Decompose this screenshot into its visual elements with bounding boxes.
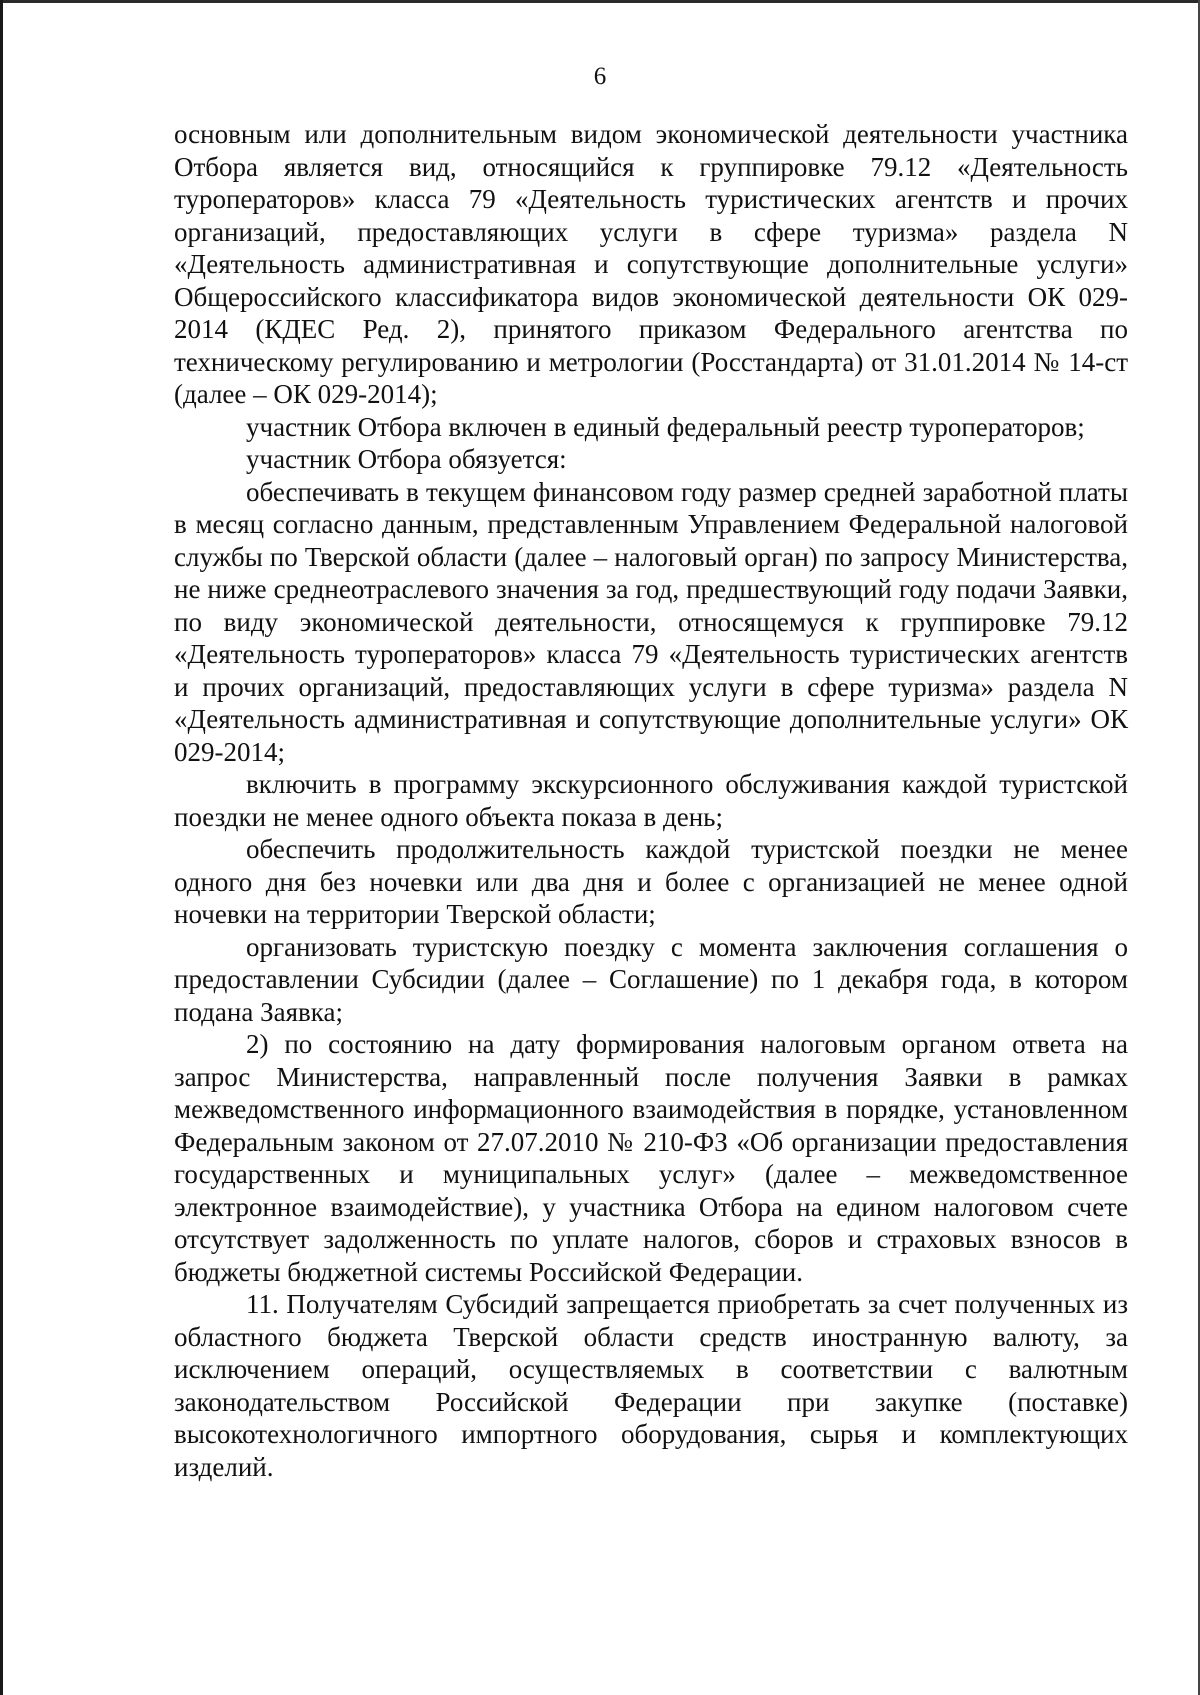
paragraph-obligations-heading: участник Отбора обязуется: <box>246 444 567 474</box>
paragraph-activity-type: основным или дополнительным видом экономической деятельности участника Отбора является вид, относящийся к группировке 79.12 «Деятельность туроператоров» класса 79 «Деятельность туристических агентств и прочих организаций, предоставляющих услуги в сфере туризма» раздела N «Деятельность административная и сопутствующие дополнительные услуги» Общероссийского классификатора видов экономической деятельности ОК 029-2014 (КДЕС Ред. 2), принятого приказом Федерального агентства по техническому регулированию и метрологии (Росстандарта) от 31.01.2014 № 14-ст (далее – ОК 029-2014); <box>174 119 1128 409</box>
paragraph-trip-period: организовать туристскую поездку с момента заключения соглашения о предоставлении Субсидии (далее – Соглашение) по 1 декабря года, в котором подана Заявка; <box>174 931 1128 1027</box>
page-number: 6 <box>593 63 607 90</box>
paragraph-salary: обеспечивать в текущем финансовом году размер средней заработной платы в месяц согласно данным, представленным Управлением Федеральной налоговой службы по Тверской области (далее – налоговый орган) по запросу Министерства, не ниже среднеотраслевого значения за год, предшествующий году подачи Заявки, по виду экономической деятельности, относящемуся к группировке 79.12 «Деятельность туроператоров» класса 79 «Деятельность туристических агентств и прочих организаций, предоставляющих услуги в сфере туризма» раздела N «Деятельность административная и сопутствующие дополнительные услуги» ОК 029-2014; <box>174 476 1128 767</box>
paragraph-registry: участник Отбора включен в единый федеральный реестр туроператоров; <box>246 411 1085 442</box>
paragraph-tax-debt: 2) по состоянию на дату формирования налоговым органом ответа на запрос Министерства, направленный после получения Заявки в рамках межведомственного информационного взаимодействия в порядке, установленном Федеральным законом от 27.07.2010 № 210-ФЗ «Об организации предоставления государственных и муниципальных услуг» (далее – межведомственное электронное взаимодействие), у участника Отбора на едином налоговом счете отсутствует задолженность по уплате налогов, сборов и страховых взносов в бюджеты бюджетной системы Российской Федерации. <box>174 1029 1128 1287</box>
paragraph-excursion-program: включить в программу экскурсионного обслуживания каждой туристской поездки не менее одного объекта показа в день; <box>174 769 1128 832</box>
scan-edge-top <box>0 0 1200 3</box>
scan-edge-left <box>0 0 3 1695</box>
document-body <box>174 118 1128 1483</box>
paragraph-currency-prohibition: 11. Получателям Субсидий запрещается приобретать за счет полученных из областного бюджета Тверской области средств иностранную валюту, за исключением операций, осуществляемых в соответствии с валютным законодательством Российской Федерации при закупке (поставке) высокотехнологичного импортного оборудования, сырья и комплектующих изделий. <box>174 1289 1128 1482</box>
paragraph-trip-duration: обеспечить продолжительность каждой туристской поездки не менее одного дня без ночевки или два дня и более с организацией не менее одной ночевки на территории Тверской области; <box>174 834 1128 929</box>
